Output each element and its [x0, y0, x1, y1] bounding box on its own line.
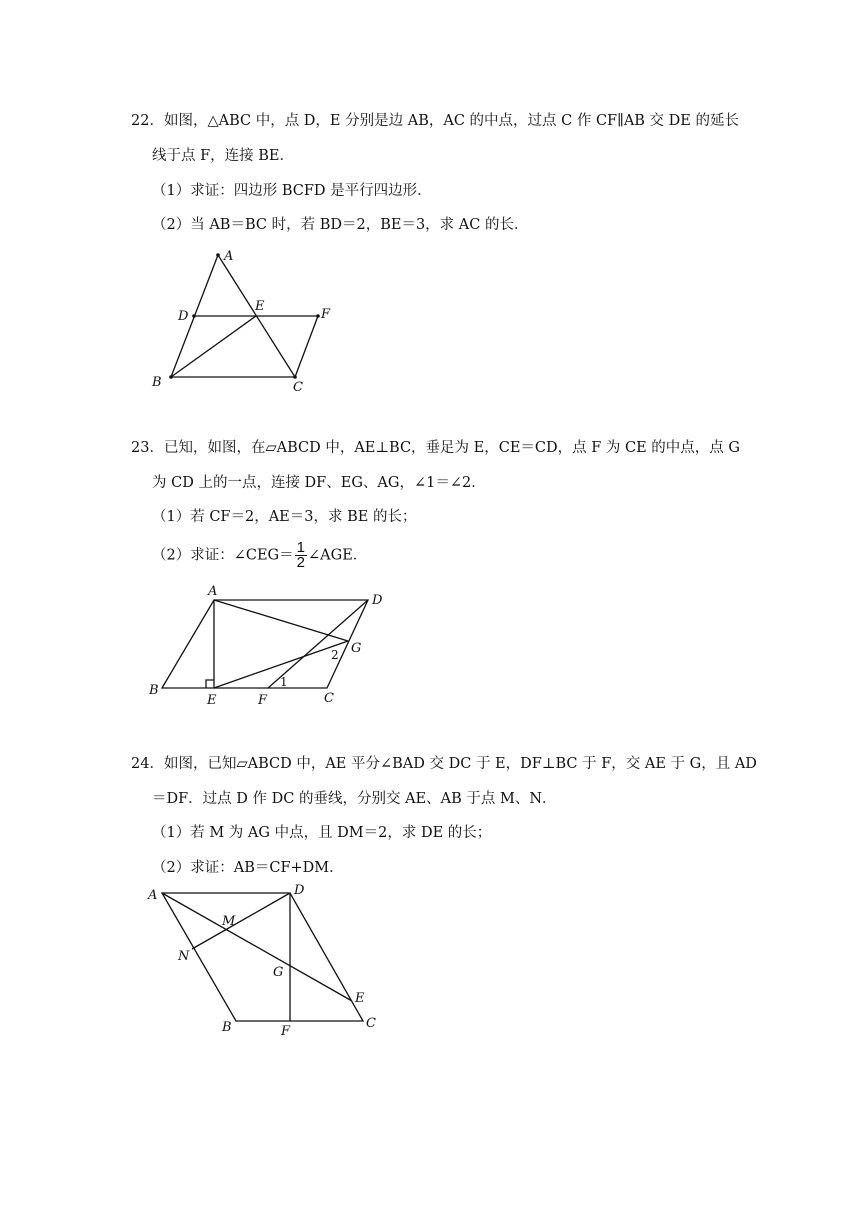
q23-line-1: 23．已知，如图，在▱ABCD 中，AE⊥BC，垂足为 E，CE＝CD，点 F 为 CE 的中点，点 G — [131, 440, 740, 456]
q23-label-e: E — [207, 693, 217, 708]
q23-angle-1: 1 — [280, 675, 288, 689]
q23-angle-2: 2 — [331, 648, 339, 662]
q24-label-c: C — [366, 1016, 376, 1031]
q23-part-2-text-a: （2）求证：∠CEG＝ — [152, 547, 294, 564]
q24-label-b: B — [222, 1020, 232, 1035]
q22-part-1: （1）求证：四边形 BCFD 是平行四边形． — [152, 183, 432, 199]
q23-fraction-den: 2 — [296, 554, 305, 571]
q23-label-d: D — [372, 593, 383, 608]
q22-label-f: F — [321, 307, 331, 322]
q24-label-a: A — [148, 888, 158, 903]
q22-label-d: D — [178, 309, 189, 324]
q23-part-2-text-b: ∠AGE． — [307, 547, 368, 564]
q24-label-d: D — [294, 883, 305, 898]
q22-label-c: C — [293, 380, 303, 395]
q23-label-b: B — [149, 683, 159, 698]
q24-geometry — [162, 893, 363, 1021]
q23-part-1: （1）若 CF＝2，AE＝3，求 BE 的长； — [152, 509, 417, 525]
q23-line-2: 为 CD 上的一点，连接 DF、EG、AG，∠1＝∠2． — [152, 475, 486, 491]
q24-label-e: E — [355, 991, 365, 1006]
q23-label-a: A — [208, 584, 218, 599]
q23-fraction-num: 1 — [296, 539, 305, 556]
q24-label-f: F — [281, 1024, 291, 1039]
q23-label-c: C — [324, 691, 334, 706]
q24-label-g: G — [273, 965, 284, 980]
q24-part-1: （1）若 M 为 AG 中点，且 DM＝2，求 DE 的长； — [152, 825, 492, 841]
q24-label-m: M — [222, 914, 236, 929]
q24-part-2: （2）求证：AB＝CF+DM． — [152, 860, 344, 876]
q23-label-g: G — [351, 641, 362, 656]
q22-label-e: E — [255, 299, 265, 314]
q24-line-2: ＝DF．过点 D 作 DC 的垂线，分别交 AE、AB 于点 M、N． — [152, 791, 557, 807]
q22-part-2: （2）当 AB＝BC 时，若 BD＝2，BE＝3，求 AC 的长． — [152, 217, 529, 233]
q22-label-a: A — [224, 249, 234, 264]
q22-line-1: 22．如图，△ABC 中，点 D，E 分别是边 AB，AC 的中点，过点 C 作 CF∥AB 交 DE 的延长 — [131, 113, 739, 129]
q22-line-2: 线于点 F，连接 BE． — [152, 148, 295, 164]
q23-label-f: F — [258, 693, 268, 708]
q24-label-n: N — [178, 949, 190, 964]
q22-label-b: B — [152, 375, 162, 390]
q24-line-1: 24．如图，已知▱ABCD 中，AE 平分∠BAD 交 DC 于 E，DF⊥BC 于 F，交 AE 于 G，且 AD — [131, 756, 757, 772]
